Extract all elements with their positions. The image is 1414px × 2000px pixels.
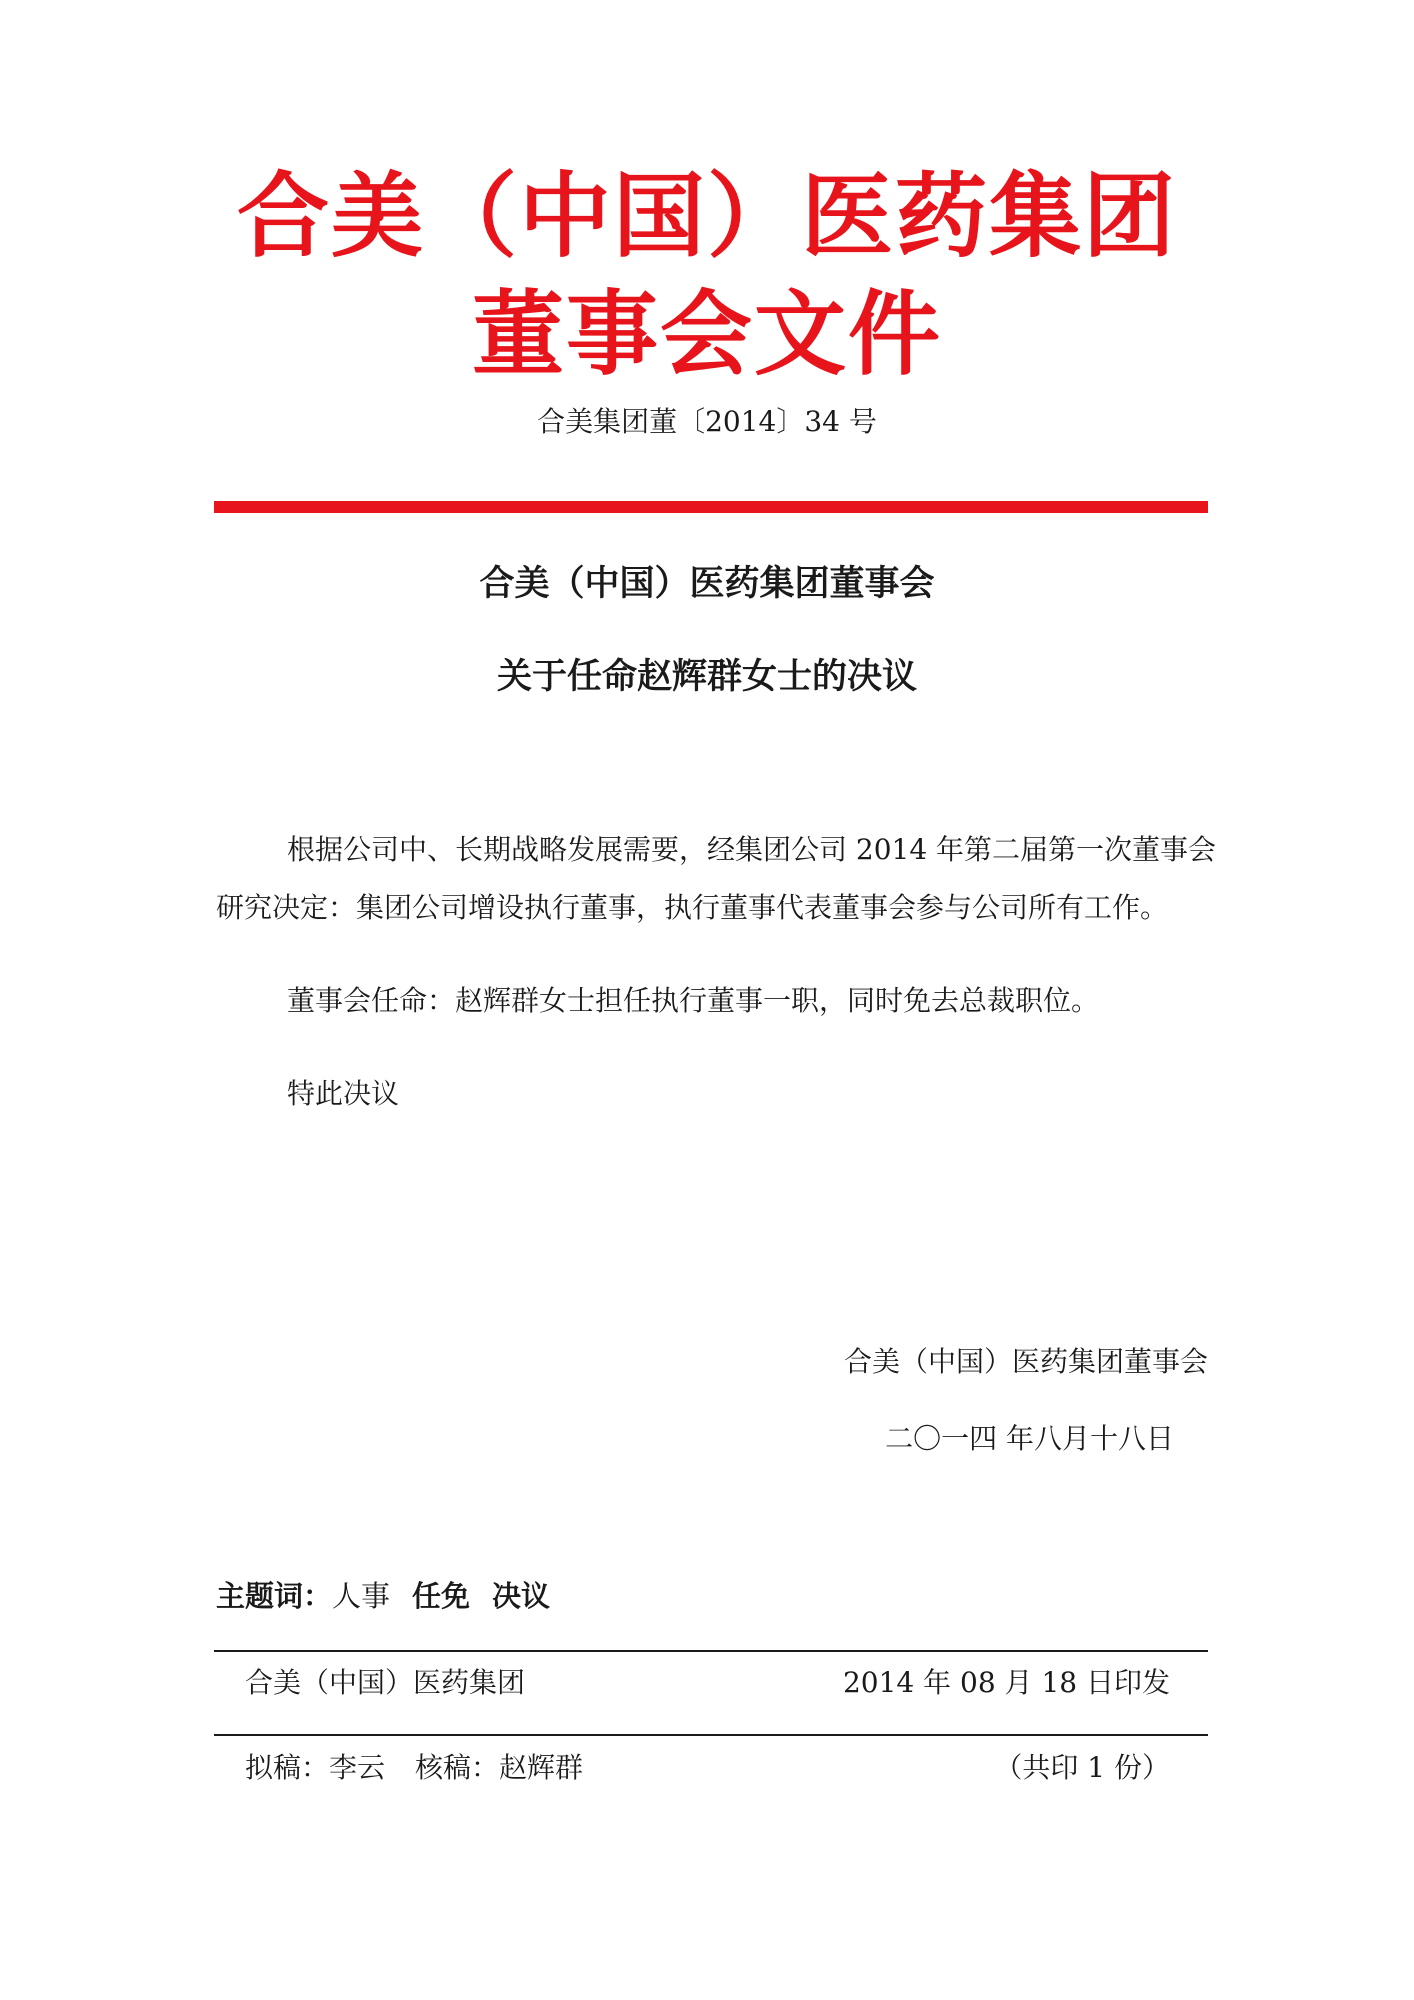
- drafter: 拟稿：李云: [245, 1751, 386, 1784]
- keyword-item: 决议: [492, 1579, 551, 1613]
- body-paragraph-2: 董事会任命：赵辉群女士担任执行董事一职，同时免去总裁职位。: [287, 984, 1100, 1017]
- body-paragraph-1-line-2: 研究决定：集团公司增设执行董事，执行董事代表董事会参与公司所有工作。: [216, 891, 1169, 924]
- signature-date: 二〇一四 年八月十八日: [885, 1422, 1174, 1455]
- body-paragraph-3: 特此决议: [287, 1077, 400, 1110]
- drafter-checker-row: [245, 1751, 584, 1784]
- footer-rule-top: [214, 1650, 1208, 1652]
- body-paragraph-1-line-1: 根据公司中、长期战略发展需要，经集团公司 2014 年第二届第一次董事会: [287, 833, 1217, 866]
- copies-count: （共印 1 份）: [994, 1751, 1170, 1784]
- header-document-type: 董事会文件: [471, 280, 942, 388]
- issuing-organization: 合美（中国）医药集团: [245, 1666, 526, 1699]
- checker: 核稿：赵辉群: [415, 1751, 584, 1784]
- red-separator-line: [214, 501, 1208, 513]
- keyword-item: 任免: [412, 1579, 471, 1613]
- header-org-name: 合美（中国）医药集团: [236, 162, 1177, 270]
- signature-organization: 合美（中国）医药集团董事会: [843, 1345, 1208, 1378]
- keywords-label: 主题词：: [216, 1579, 333, 1613]
- resolution-title-line1: 合美（中国）医药集团董事会: [479, 563, 935, 604]
- keywords-row: [216, 1579, 572, 1613]
- issue-date: 2014 年 08 月 18 日印发: [842, 1666, 1170, 1699]
- resolution-title-line2: 关于任命赵辉群女士的决议: [496, 656, 917, 697]
- keyword-item: 人事: [332, 1579, 391, 1613]
- footer-rule-bottom: [214, 1734, 1208, 1736]
- document-number: 合美集团董〔2014〕34 号: [537, 405, 877, 438]
